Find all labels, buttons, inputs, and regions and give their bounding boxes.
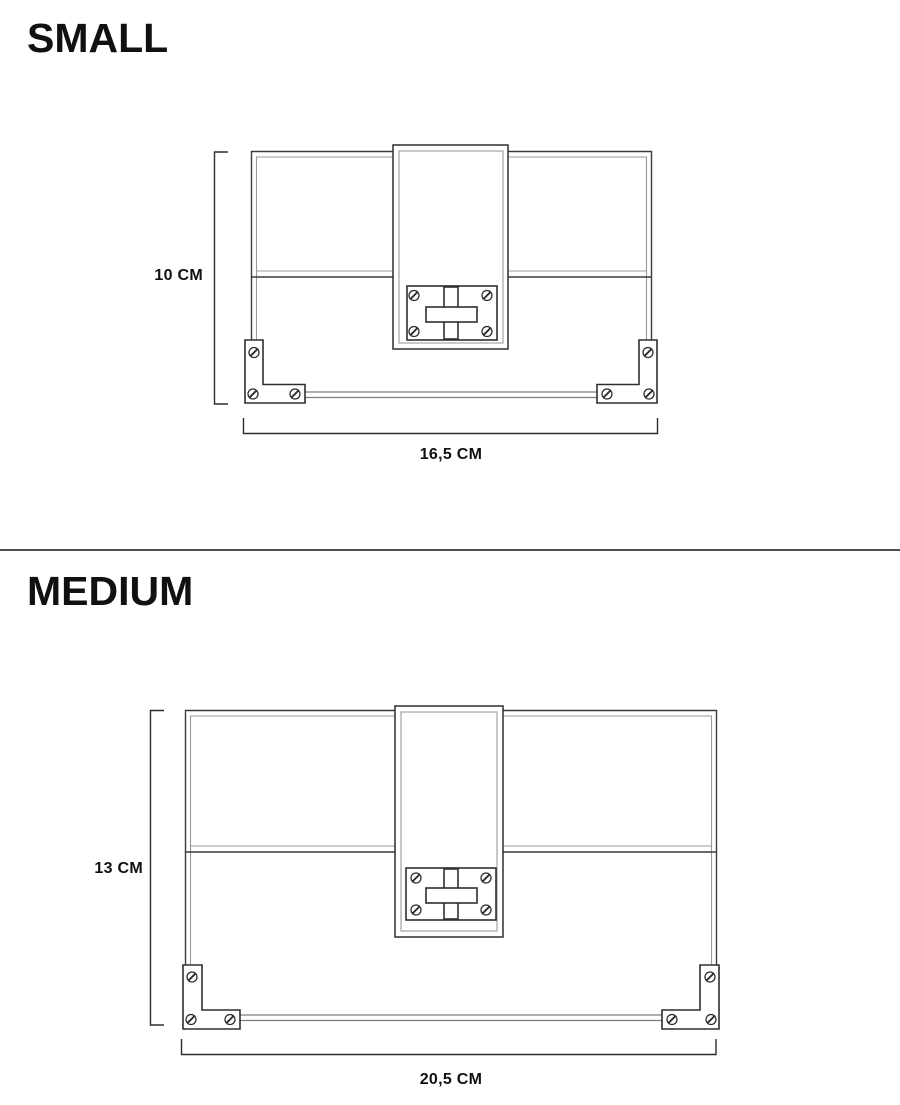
screw-icon <box>667 1015 677 1025</box>
small-right-corner-bracket <box>597 340 657 403</box>
medium-width-dimension-line <box>182 1039 717 1055</box>
medium-left-corner-bracket <box>183 965 240 1029</box>
medium-width-label: 20,5 CM <box>419 1071 483 1088</box>
section-divider <box>0 549 900 551</box>
screw-icon <box>249 348 259 358</box>
screw-icon <box>481 873 491 883</box>
screw-icon <box>409 327 419 337</box>
small-height-label: 10 CM <box>154 267 203 284</box>
small-width-label: 16,5 CM <box>419 446 483 463</box>
screw-icon <box>482 291 492 301</box>
screw-icon <box>409 291 419 301</box>
screw-icon <box>248 389 258 399</box>
screw-icon <box>186 1015 196 1025</box>
screw-icon <box>705 972 715 982</box>
section-title-small: SMALL <box>27 15 169 61</box>
small-width-dimension-line <box>244 418 658 434</box>
screw-icon <box>643 348 653 358</box>
screw-icon <box>225 1015 235 1025</box>
medium-turnlock-clasp <box>406 868 496 920</box>
medium-bag-diagram <box>0 552 900 1105</box>
medium-height-label: 13 CM <box>94 860 143 877</box>
small-left-corner-bracket <box>245 340 305 403</box>
small-height-dimension-line <box>215 152 229 404</box>
screw-icon <box>602 389 612 399</box>
screw-icon <box>290 389 300 399</box>
screw-icon <box>411 873 421 883</box>
small-base-rail <box>260 392 643 398</box>
screw-icon <box>481 905 491 915</box>
screw-icon <box>706 1015 716 1025</box>
screw-icon <box>482 327 492 337</box>
medium-right-corner-bracket <box>662 965 719 1029</box>
screw-icon <box>187 972 197 982</box>
medium-height-dimension-line <box>151 711 165 1026</box>
screw-icon <box>411 905 421 915</box>
small-turnlock-clasp <box>407 286 497 340</box>
section-title-medium: MEDIUM <box>27 568 194 614</box>
medium-base-rail <box>198 1015 704 1021</box>
screw-icon <box>644 389 654 399</box>
